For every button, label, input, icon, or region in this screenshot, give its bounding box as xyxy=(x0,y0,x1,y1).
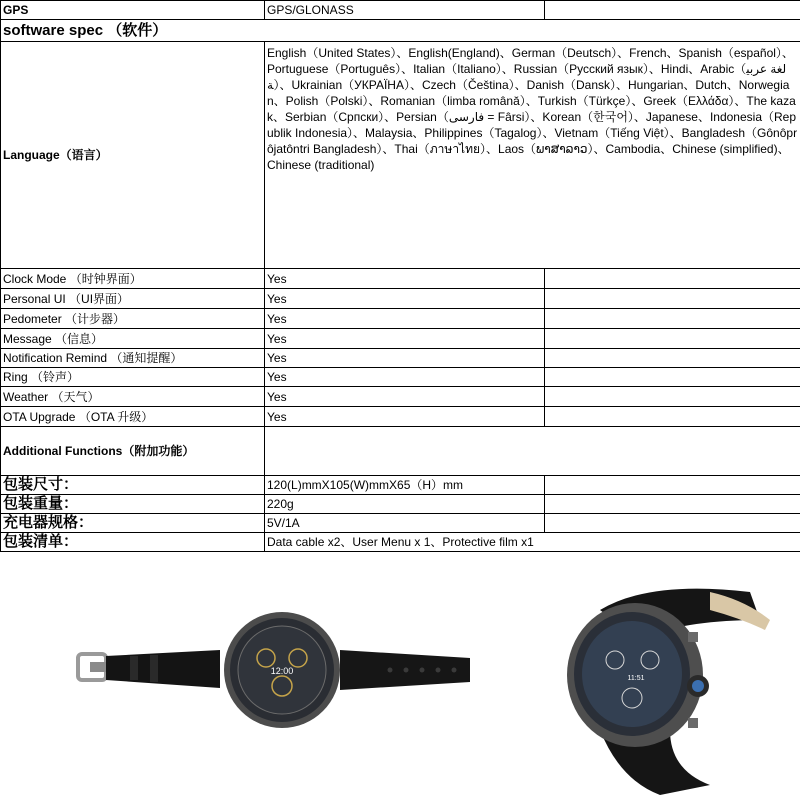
feature-value: Yes xyxy=(265,349,545,368)
section-row xyxy=(1,20,800,42)
package-row xyxy=(1,476,800,495)
feature-label: Ring （铃声） xyxy=(1,368,265,387)
gps-value: GPS/GLONASS xyxy=(265,1,545,20)
feature-value: Yes xyxy=(265,368,545,387)
package-value: 120(L)mmX105(W)mmX65（H）mm xyxy=(265,476,545,495)
feature-value: Yes xyxy=(265,289,545,309)
feature-value: Yes xyxy=(265,329,545,349)
empty-cell xyxy=(545,495,800,514)
feature-label: Clock Mode （时钟界面） xyxy=(1,269,265,289)
empty-cell xyxy=(545,368,800,387)
gps-row xyxy=(1,1,800,20)
feature-row xyxy=(1,309,800,329)
empty-cell xyxy=(545,349,800,368)
package-label: 包装尺寸： xyxy=(1,476,265,495)
additional-row xyxy=(1,427,800,476)
feature-value: Yes xyxy=(265,269,545,289)
feature-row xyxy=(1,368,800,387)
language-value: English（United States）、English(England)、German（Deutsch）、French、Spanish（español）、Portuguese（Português）、Italian（Italiano）、Russian（Русский язык）、Hindi、Arabic（لغة عربية）、Ukrainian（УКРАЇНА）、Czech（Čeština）、Danish（Dansk）、Hungarian、Dutch、Norwegian、Polish（Polski）、Romanian（limba română）、Turkish（Türkçe）、Greek（Ελλάδα）、The kazak、Serbian（Српски）、Persian（فارسی = Fârsi）、Korean（한국어）、Japanese、Indonesia（Republik Indonesia）、Malaysia、Philippines（Tagalog）、Vietnam（Tiếng Việt）、Bangladesh（Gônôprôjatôntri Bangladesh）、Thai（ภาษาไทย）、Laos（ພາສາລາວ）、Cambodia、Chinese (simplified)、Chinese (traditional) xyxy=(265,42,800,269)
feature-label: Weather （天气） xyxy=(1,387,265,407)
package-value: 220g xyxy=(265,495,545,514)
empty-cell xyxy=(545,289,800,309)
watch-photo-right xyxy=(560,580,800,800)
feature-row xyxy=(1,289,800,309)
watch-illustration-left xyxy=(70,610,480,730)
right-watch-time: 11:51 xyxy=(628,675,645,682)
package-label: 充电器规格： xyxy=(1,514,265,533)
empty-cell xyxy=(545,329,800,349)
watch-photo-left xyxy=(70,610,480,730)
empty-cell xyxy=(545,1,800,20)
feature-row xyxy=(1,407,800,427)
additional-label: Additional Functions（附加功能） xyxy=(1,427,265,476)
feature-label: Personal UI （UI界面） xyxy=(1,289,265,309)
feature-row xyxy=(1,269,800,289)
section-title: software spec （软件） xyxy=(1,20,800,42)
left-watch-time: 12:00 xyxy=(271,666,294,676)
feature-value: Yes xyxy=(265,309,545,329)
language-label: Language（语言） xyxy=(1,42,265,269)
package-label: 包装重量： xyxy=(1,495,265,514)
additional-value xyxy=(265,427,800,476)
feature-label: Notification Remind （通知提醒） xyxy=(1,349,265,368)
feature-row xyxy=(1,349,800,368)
empty-cell xyxy=(545,514,800,533)
package-row xyxy=(1,514,800,533)
gps-label: GPS xyxy=(1,1,265,20)
feature-value: Yes xyxy=(265,387,545,407)
feature-label: Message （信息） xyxy=(1,329,265,349)
package-value: Data cable x2、User Menu x 1、Protective film x1 xyxy=(265,533,800,552)
empty-cell xyxy=(545,407,800,427)
feature-row xyxy=(1,329,800,349)
package-label: 包装清单： xyxy=(1,533,265,552)
package-value: 5V/1A xyxy=(265,514,545,533)
feature-label: Pedometer （计步器） xyxy=(1,309,265,329)
feature-row xyxy=(1,387,800,407)
package-row xyxy=(1,495,800,514)
feature-value: Yes xyxy=(265,407,545,427)
empty-cell xyxy=(545,387,800,407)
language-row xyxy=(1,42,800,269)
empty-cell xyxy=(545,309,800,329)
watch-illustration-right xyxy=(560,580,800,800)
empty-cell xyxy=(545,269,800,289)
feature-label: OTA Upgrade （OTA 升级） xyxy=(1,407,265,427)
empty-cell xyxy=(545,476,800,495)
package-row xyxy=(1,533,800,552)
